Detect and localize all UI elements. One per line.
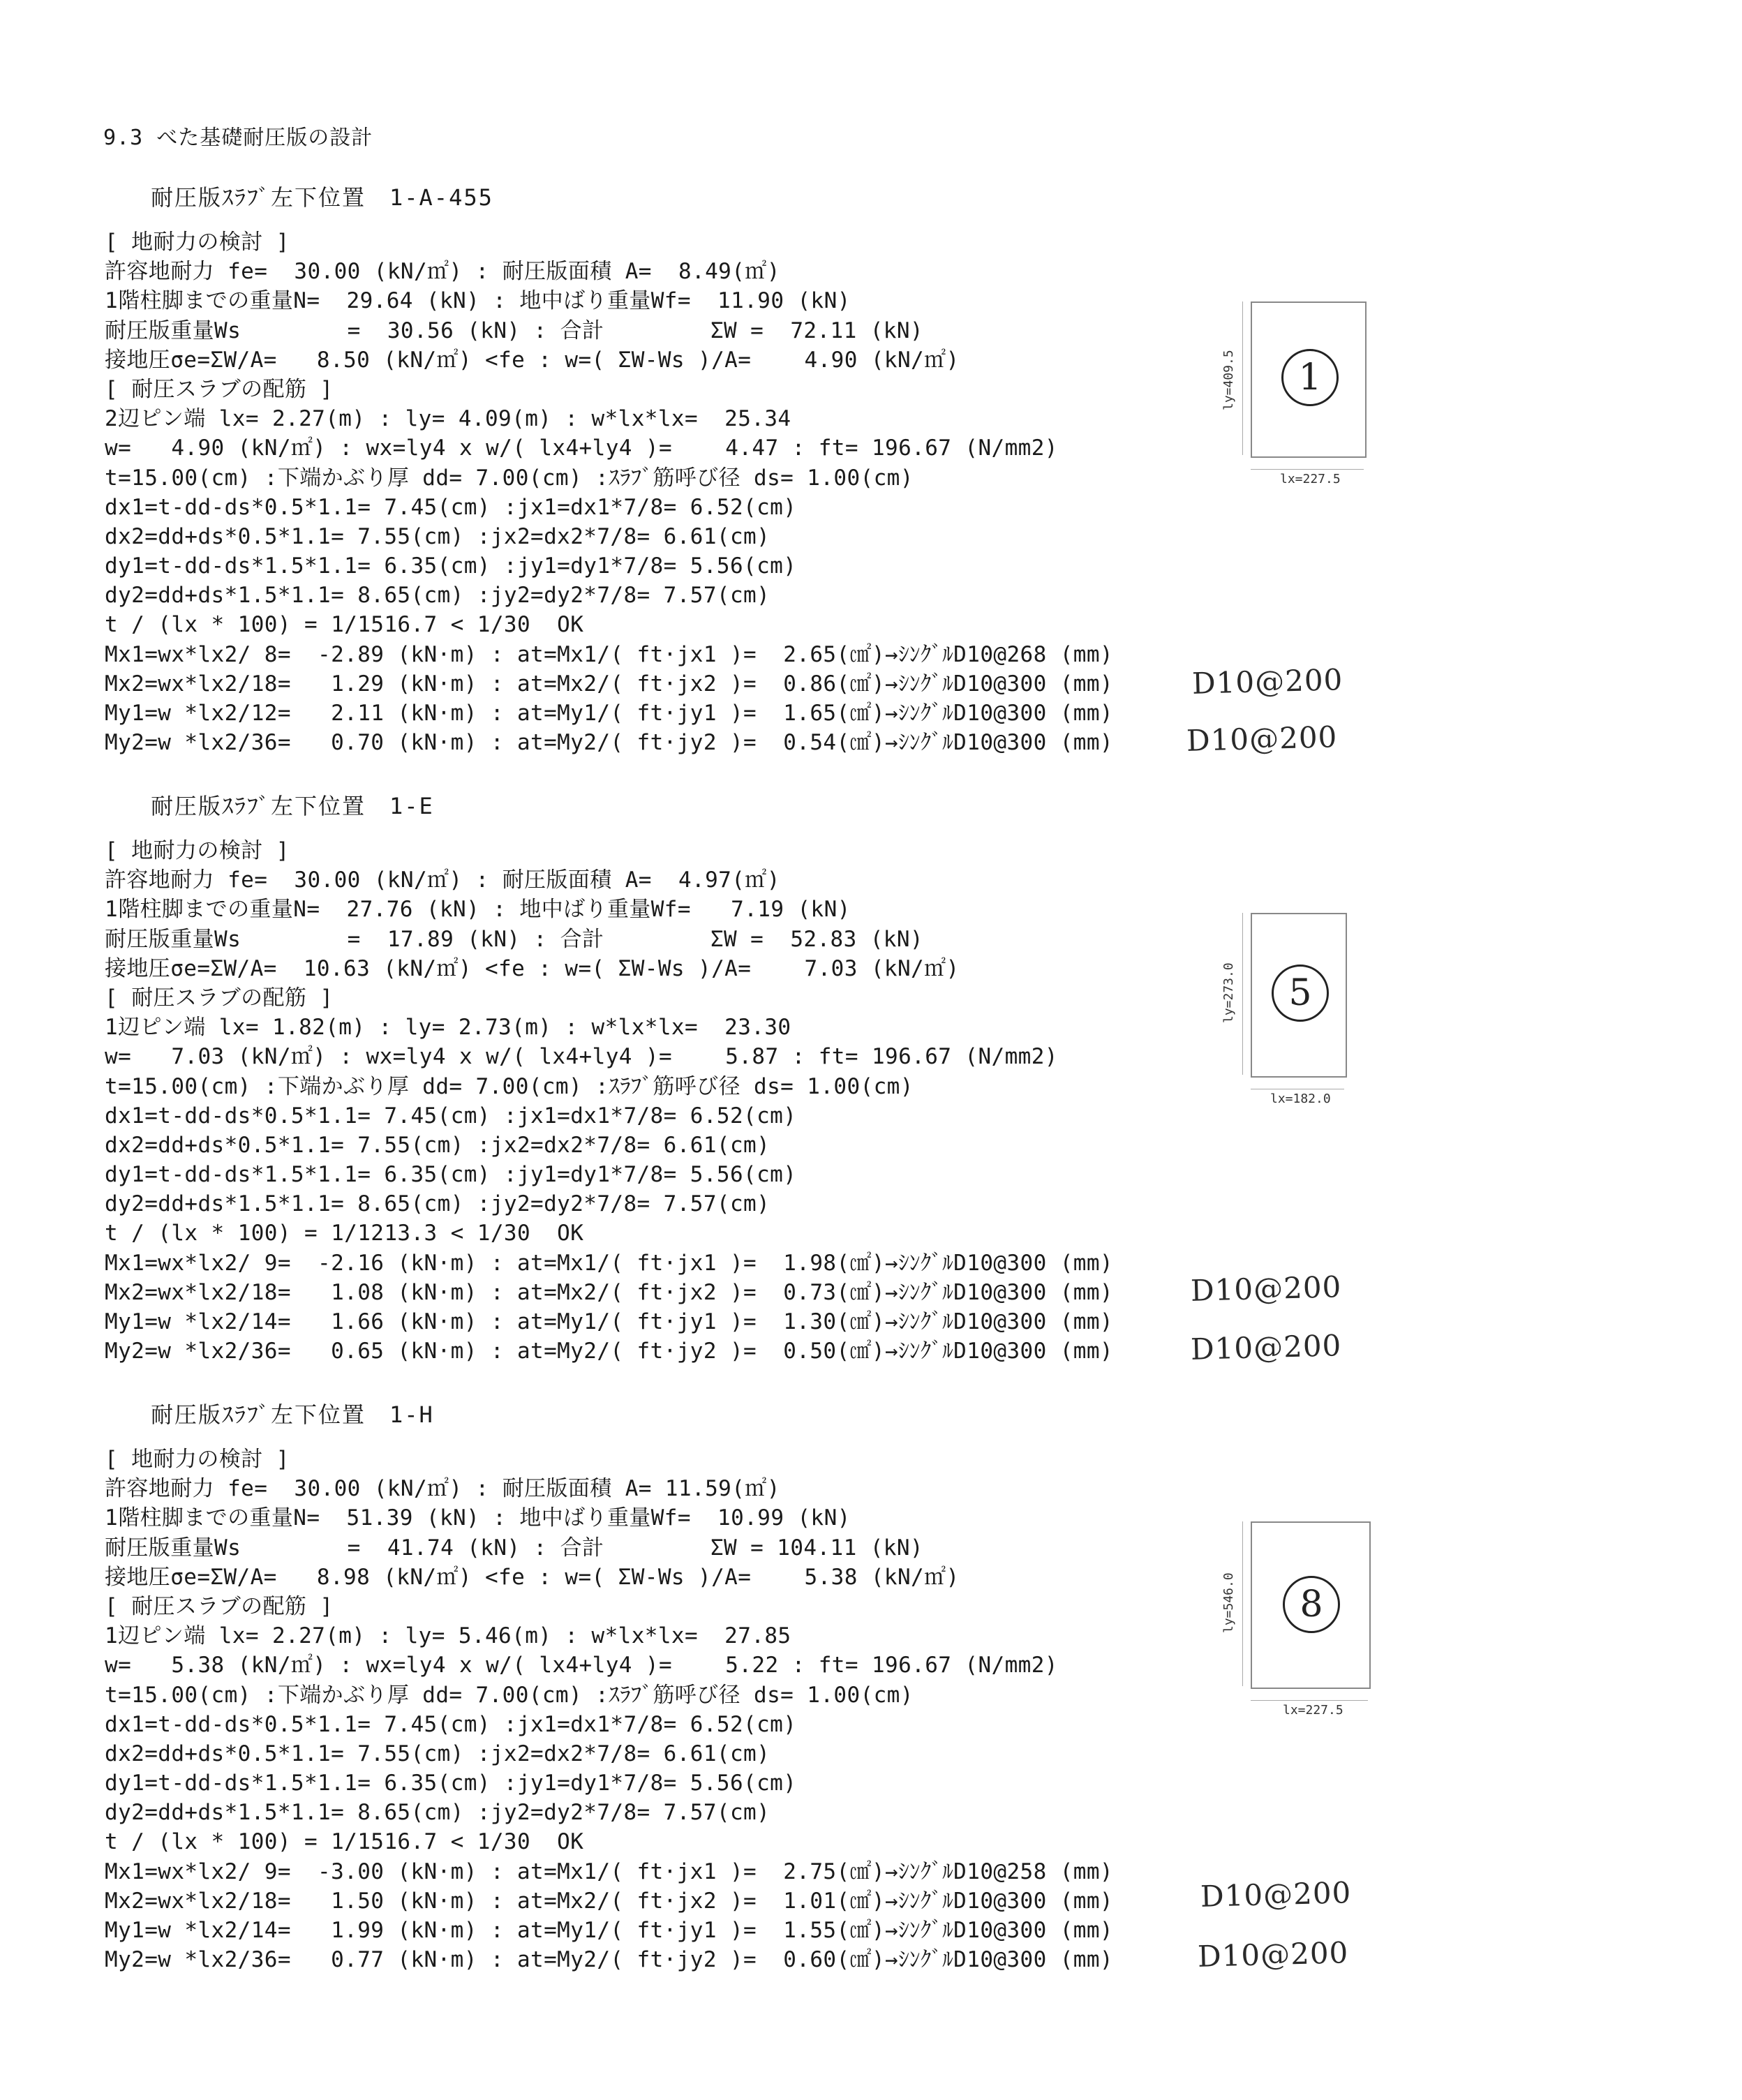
- calc-line: Mx1=wx*lx2/ 9= -3.00 (kN·m) : at=Mx1/( ft·jx1 )= 2.75(㎠)→ｼﾝｸﾞﾙD10@258 (mm): [105, 1859, 1113, 1884]
- slab-number-circle: 1: [1281, 349, 1339, 406]
- calc-line: Mx1=wx*lx2/ 9= -2.16 (kN·m) : at=Mx1/( ft·jx1 )= 1.98(㎠)→ｼﾝｸﾞﾙD10@300 (mm): [105, 1250, 1113, 1276]
- calc-line: [ 地耐力の検討 ]: [105, 230, 290, 255]
- calc-line: t=15.00(cm) :下端かぶり厚 dd= 7.00(cm) :ｽﾗﾌﾞ筋呼び径 ds= 1.00(cm): [105, 465, 914, 491]
- calc-line: dx2=dd+ds*0.5*1.1= 7.55(cm) :jx2=dx2*7/8= 6.61(cm): [105, 523, 770, 549]
- slab-diagram-1: [1186, 293, 1382, 502]
- lx-dimension-line: [1251, 469, 1364, 470]
- calc-line: dx2=dd+ds*0.5*1.1= 7.55(cm) :jx2=dx2*7/8= 6.61(cm): [105, 1741, 770, 1766]
- calc-line: dx2=dd+ds*0.5*1.1= 7.55(cm) :jx2=dx2*7/8= 6.61(cm): [105, 1132, 770, 1158]
- section-heading: 耐圧版ｽﾗﾌﾞ左下位置 1-E: [151, 793, 434, 819]
- calc-line: [ 耐圧スラブの配筋 ]: [105, 985, 334, 1011]
- calc-line: 1辺ピン端 lx= 1.82(m) : ly= 2.73(m) : w*lx*lx= 23.30: [105, 1015, 791, 1041]
- calc-line: My2=w *lx2/36= 0.70 (kN·m) : at=My2/( ft·jy2 )= 0.54(㎠)→ｼﾝｸﾞﾙD10@300 (mm): [105, 730, 1113, 756]
- section-heading: 耐圧版ｽﾗﾌﾞ左下位置 1-A-455: [151, 184, 493, 211]
- lx-label: lx=227.5: [1280, 472, 1341, 486]
- calc-line: t=15.00(cm) :下端かぶり厚 dd= 7.00(cm) :ｽﾗﾌﾞ筋呼び径 ds= 1.00(cm): [105, 1682, 914, 1708]
- calc-line: t / (lx * 100) = 1/1516.7 < 1/30 OK: [105, 1829, 584, 1855]
- slab-diagram-3: [1186, 1513, 1382, 1722]
- handwritten-note: D10@200: [1200, 1875, 1352, 1914]
- calc-line: t=15.00(cm) :下端かぶり厚 dd= 7.00(cm) :ｽﾗﾌﾞ筋呼び径 ds= 1.00(cm): [105, 1073, 914, 1099]
- calc-line: My2=w *lx2/36= 0.65 (kN·m) : at=My2/( ft·jy2 )= 0.50(㎠)→ｼﾝｸﾞﾙD10@300 (mm): [105, 1339, 1113, 1364]
- slab-number-circle: 5: [1272, 965, 1329, 1022]
- calc-line: dy2=dd+ds*1.5*1.1= 8.65(cm) :jy2=dy2*7/8= 7.57(cm): [105, 583, 770, 609]
- calc-lines: [105, 1445, 1193, 1974]
- calc-line: dy2=dd+ds*1.5*1.1= 8.65(cm) :jy2=dy2*7/8= 7.57(cm): [105, 1191, 770, 1217]
- calc-line: 許容地耐力 fe= 30.00 (kN/㎡) : 耐圧版面積 A= 4.97(㎡): [105, 867, 780, 893]
- ly-dimension-line: [1242, 301, 1243, 455]
- calc-line: 許容地耐力 fe= 30.00 (kN/㎡) : 耐圧版面積 A= 8.49(㎡): [105, 259, 780, 285]
- ly-label: ly=546.0: [1221, 1572, 1236, 1633]
- calc-line: dx1=t-dd-ds*0.5*1.1= 7.45(cm) :jx1=dx1*7/8= 6.52(cm): [105, 1103, 797, 1129]
- calc-line: w= 5.38 (kN/㎡) : wx=ly4 x w/( lx4+ly4 )= 5.22 : ft= 196.67 (N/mm2): [105, 1653, 1058, 1678]
- handwritten-note: D10@200: [1190, 1328, 1342, 1367]
- calc-line: Mx1=wx*lx2/ 8= -2.89 (kN·m) : at=Mx1/( ft·jx1 )= 2.65(㎠)→ｼﾝｸﾞﾙD10@268 (mm): [105, 641, 1113, 667]
- calc-line: My1=w *lx2/14= 1.99 (kN·m) : at=My1/( ft·jy1 )= 1.55(㎠)→ｼﾝｸﾞﾙD10@300 (mm): [105, 1918, 1113, 1943]
- calc-line: 耐圧版重量Ws = 41.74 (kN) : 合計 ΣW = 104.11 (kN): [105, 1535, 923, 1561]
- calc-line: [ 耐圧スラブの配筋 ]: [105, 1593, 334, 1619]
- calc-line: w= 7.03 (kN/㎡) : wx=ly4 x w/( lx4+ly4 )= 5.87 : ft= 196.67 (N/mm2): [105, 1044, 1058, 1070]
- calc-line: My1=w *lx2/12= 2.11 (kN·m) : at=My1/( ft·jy1 )= 1.65(㎠)→ｼﾝｸﾞﾙD10@300 (mm): [105, 701, 1113, 726]
- calc-line: 耐圧版重量Ws = 30.56 (kN) : 合計 ΣW = 72.11 (kN): [105, 318, 923, 343]
- calc-line: Mx2=wx*lx2/18= 1.08 (kN·m) : at=Mx2/( ft·jx2 )= 0.73(㎠)→ｼﾝｸﾞﾙD10@300 (mm): [105, 1279, 1113, 1305]
- handwritten-note: D10@200: [1197, 1935, 1349, 1974]
- handwritten-note: D10@200: [1190, 1269, 1342, 1308]
- handwritten-note: D10@200: [1191, 662, 1343, 701]
- calc-line: 接地圧σe=ΣW/A= 8.50 (kN/㎡) <fe : w=( ΣW-Ws )/A= 4.90 (kN/㎡): [105, 347, 960, 373]
- calc-line: 許容地耐力 fe= 30.00 (kN/㎡) : 耐圧版面積 A= 11.59(㎡): [105, 1476, 780, 1502]
- calc-line: [ 地耐力の検討 ]: [105, 1447, 290, 1472]
- calc-line: Mx2=wx*lx2/18= 1.29 (kN·m) : at=Mx2/( ft·jx2 )= 0.86(㎠)→ｼﾝｸﾞﾙD10@300 (mm): [105, 671, 1113, 697]
- calc-line: w= 4.90 (kN/㎡) : wx=ly4 x w/( lx4+ly4 )= 4.47 : ft= 196.67 (N/mm2): [105, 435, 1058, 461]
- handwritten-note: D10@200: [1186, 720, 1338, 758]
- slab-number-circle: 8: [1283, 1576, 1340, 1633]
- calc-line: t / (lx * 100) = 1/1516.7 < 1/30 OK: [105, 612, 584, 638]
- slab-section-3: [105, 1397, 1193, 1974]
- calc-line: dy1=t-dd-ds*1.5*1.1= 6.35(cm) :jy1=dy1*7/8= 5.56(cm): [105, 553, 797, 579]
- calc-line: 耐圧版重量Ws = 17.89 (kN) : 合計 ΣW = 52.83 (kN): [105, 926, 923, 952]
- calc-line: dy2=dd+ds*1.5*1.1= 8.65(cm) :jy2=dy2*7/8= 7.57(cm): [105, 1800, 770, 1826]
- lx-label: lx=182.0: [1270, 1092, 1331, 1106]
- calc-line: 1階柱脚までの重量N= 29.64 (kN) : 地中ばり重量Wf= 11.90 (kN): [105, 288, 851, 314]
- ly-dimension-line: [1242, 1521, 1243, 1686]
- ly-label: ly=273.0: [1221, 962, 1236, 1023]
- calc-line: dx1=t-dd-ds*0.5*1.1= 7.45(cm) :jx1=dx1*7/8= 6.52(cm): [105, 494, 797, 520]
- calc-line: [ 地耐力の検討 ]: [105, 838, 290, 863]
- calc-lines: [105, 228, 1193, 757]
- calc-line: 1辺ピン端 lx= 2.27(m) : ly= 5.46(m) : w*lx*lx= 27.85: [105, 1623, 791, 1649]
- calc-line: 1階柱脚までの重量N= 51.39 (kN) : 地中ばり重量Wf= 10.99 (kN): [105, 1505, 851, 1531]
- lx-label: lx=227.5: [1283, 1703, 1343, 1718]
- calc-line: 接地圧σe=ΣW/A= 10.63 (kN/㎡) <fe : w=( ΣW-Ws )/A= 7.03 (kN/㎡): [105, 955, 960, 981]
- calc-line: t / (lx * 100) = 1/1213.3 < 1/30 OK: [105, 1221, 584, 1246]
- calc-lines: [105, 836, 1193, 1366]
- calc-line: Mx2=wx*lx2/18= 1.50 (kN·m) : at=Mx2/( ft·jx2 )= 1.01(㎠)→ｼﾝｸﾞﾙD10@300 (mm): [105, 1888, 1113, 1914]
- calc-line: [ 耐圧スラブの配筋 ]: [105, 376, 334, 402]
- calc-line: 接地圧σe=ΣW/A= 8.98 (kN/㎡) <fe : w=( ΣW-Ws )/A= 5.38 (kN/㎡): [105, 1564, 960, 1590]
- calc-line: dy1=t-dd-ds*1.5*1.1= 6.35(cm) :jy1=dy1*7/8= 5.56(cm): [105, 1162, 797, 1188]
- page-title: 9.3 べた基礎耐圧版の設計: [103, 126, 373, 150]
- slab-section-2: [105, 789, 1193, 1366]
- slab-diagram-2: [1186, 904, 1382, 1114]
- calc-line: My2=w *lx2/36= 0.77 (kN·m) : at=My2/( ft·jy2 )= 0.60(㎠)→ｼﾝｸﾞﾙD10@300 (mm): [105, 1947, 1113, 1973]
- calc-line: dy1=t-dd-ds*1.5*1.1= 6.35(cm) :jy1=dy1*7/8= 5.56(cm): [105, 1771, 797, 1796]
- calc-line: My1=w *lx2/14= 1.66 (kN·m) : at=My1/( ft·jy1 )= 1.30(㎠)→ｼﾝｸﾞﾙD10@300 (mm): [105, 1309, 1113, 1334]
- lx-dimension-line: [1251, 1700, 1368, 1701]
- calc-line: 2辺ピン端 lx= 2.27(m) : ly= 4.09(m) : w*lx*lx= 25.34: [105, 406, 791, 432]
- ly-dimension-line: [1242, 913, 1243, 1075]
- slab-section-1: [105, 180, 1193, 757]
- ly-label: ly=409.5: [1221, 350, 1236, 410]
- calc-line: dx1=t-dd-ds*0.5*1.1= 7.45(cm) :jx1=dx1*7/8= 6.52(cm): [105, 1711, 797, 1737]
- section-heading: 耐圧版ｽﾗﾌﾞ左下位置 1-H: [151, 1401, 434, 1428]
- calc-line: 1階柱脚までの重量N= 27.76 (kN) : 地中ばり重量Wf= 7.19 (kN): [105, 897, 851, 923]
